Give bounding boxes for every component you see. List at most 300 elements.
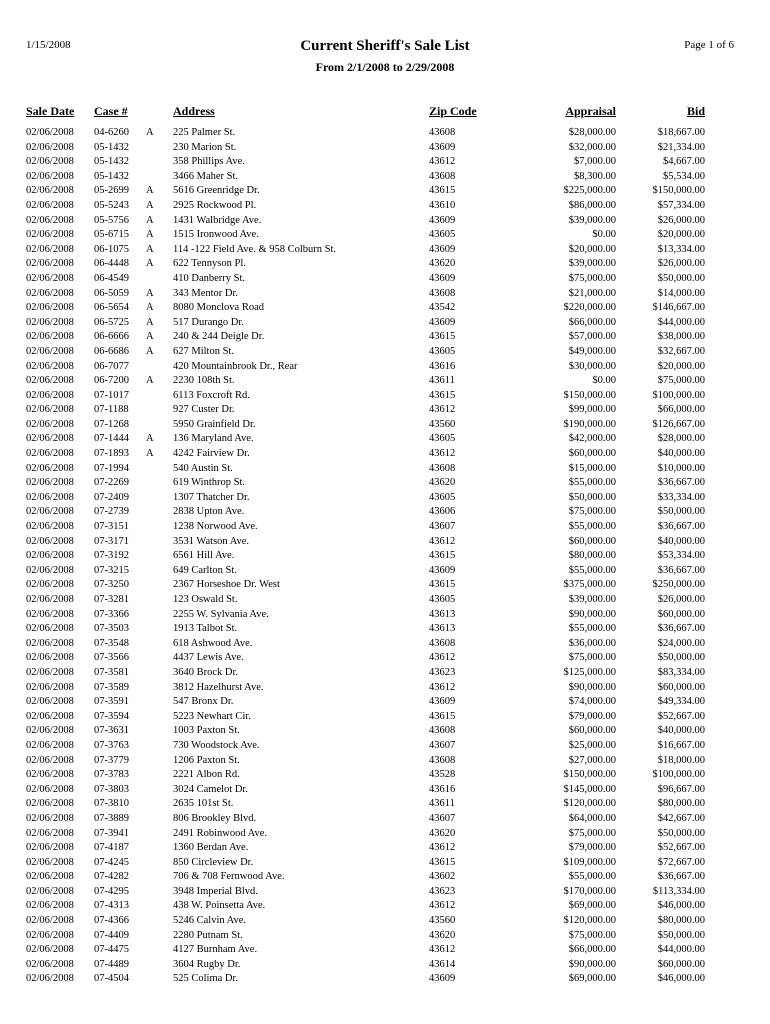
appraisal-cell: $66,000.00 xyxy=(568,944,616,956)
sale-date-cell: 02/06/2008 xyxy=(26,827,74,839)
address-cell: 240 & 244 Deigle Dr. xyxy=(173,331,265,343)
case-flag-cell: A xyxy=(146,316,154,328)
address-cell: 619 Winthrop St. xyxy=(173,477,246,489)
bid-cell: $32,667.00 xyxy=(657,345,705,357)
table-row xyxy=(0,695,770,710)
sale-date-cell: 02/06/2008 xyxy=(26,448,74,460)
bid-cell: $13,334.00 xyxy=(657,243,705,255)
case-number-cell: 06-6666 xyxy=(94,331,129,343)
case-number-cell: 07-4366 xyxy=(94,915,129,927)
sale-date-cell: 02/06/2008 xyxy=(26,156,74,168)
case-number-cell: 06-5059 xyxy=(94,287,129,299)
sale-date-cell: 02/06/2008 xyxy=(26,477,74,489)
case-number-cell: 06-4448 xyxy=(94,258,129,270)
address-cell: 927 Custer Dr. xyxy=(173,404,235,416)
sale-date-cell: 02/06/2008 xyxy=(26,491,74,503)
address-cell: 1003 Paxton St. xyxy=(173,725,240,737)
appraisal-cell: $66,000.00 xyxy=(568,316,616,328)
zip-code-cell: 43612 xyxy=(429,156,456,168)
address-cell: 2255 W. Sylvania Ave. xyxy=(173,608,269,620)
table-row xyxy=(0,593,770,608)
table-row xyxy=(0,564,770,579)
zip-code-cell: 43560 xyxy=(429,915,456,927)
case-number-cell: 05-1432 xyxy=(94,170,129,182)
table-row xyxy=(0,827,770,842)
sale-date-cell: 02/06/2008 xyxy=(26,856,74,868)
appraisal-cell: $28,000.00 xyxy=(568,127,616,138)
appraisal-cell: $39,000.00 xyxy=(568,594,616,605)
sale-date-cell: 02/06/2008 xyxy=(26,462,74,474)
table-row xyxy=(0,374,770,389)
appraisal-cell: $7,000.00 xyxy=(574,156,616,168)
appraisal-cell: $0.00 xyxy=(592,229,616,241)
appraisal-cell: $21,000.00 xyxy=(568,287,616,299)
bid-cell: $36,667.00 xyxy=(657,871,705,883)
zip-code-cell: 43620 xyxy=(429,827,456,839)
table-row xyxy=(0,856,770,871)
bid-cell: $57,334.00 xyxy=(657,199,705,211)
bid-cell: $60,000.00 xyxy=(657,681,705,693)
sale-date-cell: 02/06/2008 xyxy=(26,564,74,576)
address-cell: 2635 101st St. xyxy=(173,798,234,810)
bid-cell: $50,000.00 xyxy=(657,929,705,941)
zip-code-cell: 43609 xyxy=(429,564,456,576)
address-cell: 618 Ashwood Ave. xyxy=(173,637,253,649)
address-cell: 2925 Rockwood Pl. xyxy=(173,199,257,211)
appraisal-cell: $75,000.00 xyxy=(568,652,616,664)
case-number-cell: 07-1893 xyxy=(94,448,129,460)
sale-list-table xyxy=(0,126,770,987)
case-flag-cell: A xyxy=(146,287,154,299)
table-row xyxy=(0,637,770,652)
zip-code-cell: 43612 xyxy=(429,944,456,956)
case-number-cell: 07-1994 xyxy=(94,462,129,474)
report-title: Current Sheriff's Sale List xyxy=(300,38,470,54)
sale-date-cell: 02/06/2008 xyxy=(26,404,74,416)
sale-date-cell: 02/06/2008 xyxy=(26,214,74,226)
column-header-address: Address xyxy=(173,104,215,118)
address-cell: 850 Circleview Dr. xyxy=(173,856,254,868)
sale-date-cell: 02/06/2008 xyxy=(26,199,74,211)
case-flag-cell: A xyxy=(146,214,154,226)
sale-date-cell: 02/06/2008 xyxy=(26,812,74,824)
table-row xyxy=(0,170,770,185)
case-number-cell: 07-3631 xyxy=(94,725,129,737)
zip-code-cell: 43615 xyxy=(429,331,456,343)
sale-date-cell: 02/06/2008 xyxy=(26,623,74,635)
appraisal-cell: $50,000.00 xyxy=(568,491,616,503)
sale-date-cell: 02/06/2008 xyxy=(26,710,74,722)
case-flag-cell: A xyxy=(146,345,154,357)
case-number-cell: 07-3763 xyxy=(94,739,129,751)
sale-date-cell: 02/06/2008 xyxy=(26,535,74,547)
column-header-zip-code: Zip Code xyxy=(429,104,477,118)
appraisal-cell: $79,000.00 xyxy=(568,842,616,854)
bid-cell: $28,000.00 xyxy=(657,433,705,445)
table-row xyxy=(0,141,770,156)
appraisal-cell: $150,000.00 xyxy=(563,769,616,781)
address-cell: 622 Tennyson Pl. xyxy=(173,258,246,270)
appraisal-cell: $80,000.00 xyxy=(568,550,616,562)
bid-cell: $40,000.00 xyxy=(657,535,705,547)
appraisal-cell: $15,000.00 xyxy=(568,462,616,474)
bid-cell: $80,000.00 xyxy=(657,798,705,810)
sale-date-cell: 02/06/2008 xyxy=(26,725,74,737)
bid-cell: $42,667.00 xyxy=(657,812,705,824)
address-cell: 1431 Walbridge Ave. xyxy=(173,214,262,226)
column-header-appraisal: Appraisal xyxy=(565,104,616,118)
sale-date-cell: 02/06/2008 xyxy=(26,521,74,533)
bid-cell: $80,000.00 xyxy=(657,915,705,927)
address-cell: 806 Brookley Blvd. xyxy=(173,812,257,824)
bid-cell: $66,000.00 xyxy=(657,404,705,416)
zip-code-cell: 43606 xyxy=(429,506,456,518)
zip-code-cell: 43609 xyxy=(429,316,456,328)
table-row xyxy=(0,491,770,506)
table-row xyxy=(0,243,770,258)
appraisal-cell: $20,000.00 xyxy=(568,243,616,255)
bid-cell: $16,667.00 xyxy=(657,739,705,751)
zip-code-cell: 43620 xyxy=(429,929,456,941)
appraisal-cell: $225,000.00 xyxy=(563,185,616,197)
appraisal-cell: $69,000.00 xyxy=(568,900,616,912)
bid-cell: $113,334.00 xyxy=(652,885,705,897)
case-number-cell: 07-3548 xyxy=(94,637,129,649)
address-cell: 1515 Ironwood Ave. xyxy=(173,229,259,241)
case-flag-cell: A xyxy=(146,258,154,270)
case-number-cell: 07-3810 xyxy=(94,798,129,810)
table-row xyxy=(0,724,770,739)
zip-code-cell: 43615 xyxy=(429,710,456,722)
case-number-cell: 07-1017 xyxy=(94,389,129,401)
bid-cell: $10,000.00 xyxy=(657,462,705,474)
case-number-cell: 07-3171 xyxy=(94,535,129,547)
table-row xyxy=(0,287,770,302)
appraisal-cell: $39,000.00 xyxy=(568,214,616,226)
sale-date-cell: 02/06/2008 xyxy=(26,783,74,795)
bid-cell: $18,667.00 xyxy=(657,127,705,138)
table-row xyxy=(0,535,770,550)
address-cell: 123 Oswald St. xyxy=(173,594,238,605)
sale-date-cell: 02/06/2008 xyxy=(26,900,74,912)
case-number-cell: 06-6686 xyxy=(94,345,129,357)
zip-code-cell: 43612 xyxy=(429,535,456,547)
zip-code-cell: 43605 xyxy=(429,433,456,445)
table-row xyxy=(0,972,770,987)
bid-cell: $126,667.00 xyxy=(652,418,705,430)
zip-code-cell: 43605 xyxy=(429,229,456,241)
case-number-cell: 06-5654 xyxy=(94,302,129,314)
zip-code-cell: 43614 xyxy=(429,958,456,970)
case-number-cell: 07-3591 xyxy=(94,696,129,708)
address-cell: 2230 108th St. xyxy=(173,375,235,387)
address-cell: 4242 Fairview Dr. xyxy=(173,448,250,460)
table-row xyxy=(0,885,770,900)
zip-code-cell: 43615 xyxy=(429,856,456,868)
case-number-cell: 05-5756 xyxy=(94,214,129,226)
column-header-sale-date: Sale Date xyxy=(26,104,75,118)
sale-date-cell: 02/06/2008 xyxy=(26,185,74,197)
address-cell: 5950 Grainfield Dr. xyxy=(173,418,256,430)
sale-date-cell: 02/06/2008 xyxy=(26,258,74,270)
appraisal-cell: $75,000.00 xyxy=(568,506,616,518)
bid-cell: $18,000.00 xyxy=(657,754,705,766)
zip-code-cell: 43615 xyxy=(429,579,456,591)
case-number-cell: 07-4245 xyxy=(94,856,129,868)
zip-code-cell: 43612 xyxy=(429,404,456,416)
zip-code-cell: 43607 xyxy=(429,521,456,533)
zip-code-cell: 43615 xyxy=(429,550,456,562)
case-number-cell: 07-1188 xyxy=(94,404,129,416)
address-cell: 627 Milton St. xyxy=(173,345,234,357)
appraisal-cell: $75,000.00 xyxy=(568,929,616,941)
sale-date-cell: 02/06/2008 xyxy=(26,345,74,357)
bid-cell: $4,667.00 xyxy=(663,156,705,168)
sale-date-cell: 02/06/2008 xyxy=(26,418,74,430)
table-row xyxy=(0,214,770,229)
case-number-cell: 07-3803 xyxy=(94,783,129,795)
address-cell: 8080 Monclova Road xyxy=(173,302,264,314)
table-row xyxy=(0,520,770,535)
appraisal-cell: $75,000.00 xyxy=(568,272,616,284)
table-row xyxy=(0,301,770,316)
report-date-range: From 2/1/2008 to 2/29/2008 xyxy=(315,60,455,74)
address-cell: 4437 Lewis Ave. xyxy=(173,652,244,664)
zip-code-cell: 43612 xyxy=(429,652,456,664)
bid-cell: $36,667.00 xyxy=(657,477,705,489)
sale-date-cell: 02/06/2008 xyxy=(26,550,74,562)
bid-cell: $26,000.00 xyxy=(657,214,705,226)
zip-code-cell: 43610 xyxy=(429,199,456,211)
appraisal-cell: $55,000.00 xyxy=(568,871,616,883)
case-number-cell: 06-5725 xyxy=(94,316,129,328)
address-cell: 3640 Brock Dr. xyxy=(173,666,239,678)
bid-cell: $36,667.00 xyxy=(657,564,705,576)
case-number-cell: 07-3589 xyxy=(94,681,129,693)
bid-cell: $5,534.00 xyxy=(663,170,705,182)
address-cell: 1360 Berdan Ave. xyxy=(173,842,249,854)
zip-code-cell: 43609 xyxy=(429,973,456,985)
appraisal-cell: $79,000.00 xyxy=(568,710,616,722)
appraisal-cell: $90,000.00 xyxy=(568,681,616,693)
address-cell: 3812 Hazelhurst Ave. xyxy=(173,681,264,693)
case-number-cell: 05-6715 xyxy=(94,229,129,241)
case-number-cell: 07-3503 xyxy=(94,623,129,635)
appraisal-cell: $69,000.00 xyxy=(568,973,616,985)
case-number-cell: 07-1268 xyxy=(94,418,129,430)
sale-date-cell: 02/06/2008 xyxy=(26,958,74,970)
bid-cell: $20,000.00 xyxy=(657,229,705,241)
appraisal-cell: $170,000.00 xyxy=(563,885,616,897)
bid-cell: $46,000.00 xyxy=(657,900,705,912)
appraisal-cell: $8,300.00 xyxy=(574,170,616,182)
sale-date-cell: 02/06/2008 xyxy=(26,696,74,708)
appraisal-cell: $39,000.00 xyxy=(568,258,616,270)
zip-code-cell: 43609 xyxy=(429,214,456,226)
table-row xyxy=(0,754,770,769)
sale-date-cell: 02/06/2008 xyxy=(26,506,74,518)
bid-cell: $40,000.00 xyxy=(657,448,705,460)
address-cell: 3531 Watson Ave. xyxy=(173,535,250,547)
sale-date-cell: 02/06/2008 xyxy=(26,579,74,591)
bid-cell: $26,000.00 xyxy=(657,258,705,270)
address-cell: 358 Phillips Ave. xyxy=(173,156,245,168)
table-row xyxy=(0,899,770,914)
appraisal-cell: $145,000.00 xyxy=(563,783,616,795)
table-row xyxy=(0,476,770,491)
table-row xyxy=(0,797,770,812)
case-flag-cell: A xyxy=(146,448,154,460)
appraisal-cell: $55,000.00 xyxy=(568,564,616,576)
bid-cell: $83,334.00 xyxy=(657,666,705,678)
case-number-cell: 07-3366 xyxy=(94,608,129,620)
sale-date-cell: 02/06/2008 xyxy=(26,433,74,445)
bid-cell: $14,000.00 xyxy=(657,287,705,299)
bid-cell: $36,667.00 xyxy=(657,623,705,635)
address-cell: 410 Danberry St. xyxy=(173,272,246,284)
zip-code-cell: 43528 xyxy=(429,769,456,781)
address-cell: 5223 Newhart Cir. xyxy=(173,710,251,722)
sale-date-cell: 02/06/2008 xyxy=(26,915,74,927)
address-cell: 3024 Camelot Dr. xyxy=(173,783,248,795)
sale-date-cell: 02/06/2008 xyxy=(26,944,74,956)
sale-date-cell: 02/06/2008 xyxy=(26,594,74,605)
address-cell: 2491 Robinwood Ave. xyxy=(173,827,268,839)
sale-date-cell: 02/06/2008 xyxy=(26,243,74,255)
address-cell: 2838 Upton Ave. xyxy=(173,506,245,518)
sale-date-cell: 02/06/2008 xyxy=(26,170,74,182)
bid-cell: $50,000.00 xyxy=(657,652,705,664)
table-row xyxy=(0,389,770,404)
table-row xyxy=(0,578,770,593)
bid-cell: $50,000.00 xyxy=(657,506,705,518)
zip-code-cell: 43608 xyxy=(429,170,456,182)
zip-code-cell: 43560 xyxy=(429,418,456,430)
report-date: 1/15/2008 xyxy=(26,39,71,51)
table-row xyxy=(0,608,770,623)
appraisal-cell: $74,000.00 xyxy=(568,696,616,708)
address-cell: 6113 Foxcroft Rd. xyxy=(173,389,250,401)
zip-code-cell: 43608 xyxy=(429,754,456,766)
table-row xyxy=(0,447,770,462)
appraisal-cell: $86,000.00 xyxy=(568,199,616,211)
case-number-cell: 07-1444 xyxy=(94,433,129,445)
appraisal-cell: $57,000.00 xyxy=(568,331,616,343)
table-row xyxy=(0,126,770,141)
appraisal-cell: $42,000.00 xyxy=(568,433,616,445)
address-cell: 3466 Maher St. xyxy=(173,170,239,182)
table-row xyxy=(0,651,770,666)
bid-cell: $100,000.00 xyxy=(652,389,705,401)
bid-cell: $50,000.00 xyxy=(657,272,705,284)
case-flag-cell: A xyxy=(146,433,154,445)
sale-date-cell: 02/06/2008 xyxy=(26,798,74,810)
appraisal-cell: $64,000.00 xyxy=(568,812,616,824)
address-cell: 114 -122 Field Ave. & 958 Colburn St. xyxy=(173,243,337,255)
sale-date-cell: 02/06/2008 xyxy=(26,608,74,620)
sale-date-cell: 02/06/2008 xyxy=(26,302,74,314)
case-number-cell: 07-3779 xyxy=(94,754,129,766)
zip-code-cell: 43616 xyxy=(429,783,456,795)
address-cell: 706 & 708 Fernwood Ave. xyxy=(173,871,285,883)
appraisal-cell: $60,000.00 xyxy=(568,725,616,737)
address-cell: 3604 Rugby Dr. xyxy=(173,958,241,970)
case-number-cell: 07-3783 xyxy=(94,769,129,781)
sale-date-cell: 02/06/2008 xyxy=(26,973,74,985)
case-number-cell: 06-4549 xyxy=(94,272,129,284)
address-cell: 2280 Putnam St. xyxy=(173,929,243,941)
appraisal-cell: $190,000.00 xyxy=(563,418,616,430)
bid-cell: $100,000.00 xyxy=(652,769,705,781)
bid-cell: $24,000.00 xyxy=(657,637,705,649)
address-cell: 4127 Burnham Ave. xyxy=(173,944,258,956)
case-number-cell: 06-7200 xyxy=(94,375,129,387)
case-number-cell: 05-2699 xyxy=(94,185,129,197)
appraisal-cell: $32,000.00 xyxy=(568,141,616,153)
table-row xyxy=(0,505,770,520)
sale-date-cell: 02/06/2008 xyxy=(26,287,74,299)
address-cell: 649 Carlton St. xyxy=(173,564,237,576)
appraisal-cell: $55,000.00 xyxy=(568,477,616,489)
table-row xyxy=(0,739,770,754)
zip-code-cell: 43616 xyxy=(429,360,456,372)
zip-code-cell: 43542 xyxy=(429,302,456,314)
zip-code-cell: 43605 xyxy=(429,594,456,605)
zip-code-cell: 43612 xyxy=(429,842,456,854)
case-number-cell: 05-1432 xyxy=(94,156,129,168)
address-cell: 540 Austin St. xyxy=(173,462,233,474)
zip-code-cell: 43608 xyxy=(429,725,456,737)
bid-cell: $60,000.00 xyxy=(657,608,705,620)
table-row xyxy=(0,666,770,681)
zip-code-cell: 43609 xyxy=(429,272,456,284)
sale-date-cell: 02/06/2008 xyxy=(26,871,74,883)
bid-cell: $96,667.00 xyxy=(657,783,705,795)
table-row xyxy=(0,929,770,944)
case-number-cell: 07-4475 xyxy=(94,944,129,956)
appraisal-cell: $109,000.00 xyxy=(563,856,616,868)
table-row xyxy=(0,184,770,199)
appraisal-cell: $60,000.00 xyxy=(568,448,616,460)
case-number-cell: 07-2269 xyxy=(94,477,129,489)
bid-cell: $46,000.00 xyxy=(657,973,705,985)
sale-date-cell: 02/06/2008 xyxy=(26,127,74,138)
zip-code-cell: 43612 xyxy=(429,900,456,912)
appraisal-cell: $375,000.00 xyxy=(563,579,616,591)
address-cell: 230 Marion St. xyxy=(173,141,237,153)
appraisal-cell: $125,000.00 xyxy=(563,666,616,678)
appraisal-cell: $49,000.00 xyxy=(568,345,616,357)
zip-code-cell: 43623 xyxy=(429,666,456,678)
zip-code-cell: 43613 xyxy=(429,623,456,635)
table-row xyxy=(0,272,770,287)
zip-code-cell: 43607 xyxy=(429,812,456,824)
appraisal-cell: $90,000.00 xyxy=(568,608,616,620)
sale-date-cell: 02/06/2008 xyxy=(26,842,74,854)
appraisal-cell: $60,000.00 xyxy=(568,535,616,547)
address-cell: 730 Woodstock Ave. xyxy=(173,739,260,751)
sale-date-cell: 02/06/2008 xyxy=(26,769,74,781)
bid-cell: $36,667.00 xyxy=(657,521,705,533)
zip-code-cell: 43613 xyxy=(429,608,456,620)
case-flag-cell: A xyxy=(146,229,154,241)
zip-code-cell: 43609 xyxy=(429,696,456,708)
bid-cell: $250,000.00 xyxy=(652,579,705,591)
case-flag-cell: A xyxy=(146,331,154,343)
table-row xyxy=(0,943,770,958)
case-number-cell: 07-4187 xyxy=(94,842,129,854)
zip-code-cell: 43620 xyxy=(429,477,456,489)
